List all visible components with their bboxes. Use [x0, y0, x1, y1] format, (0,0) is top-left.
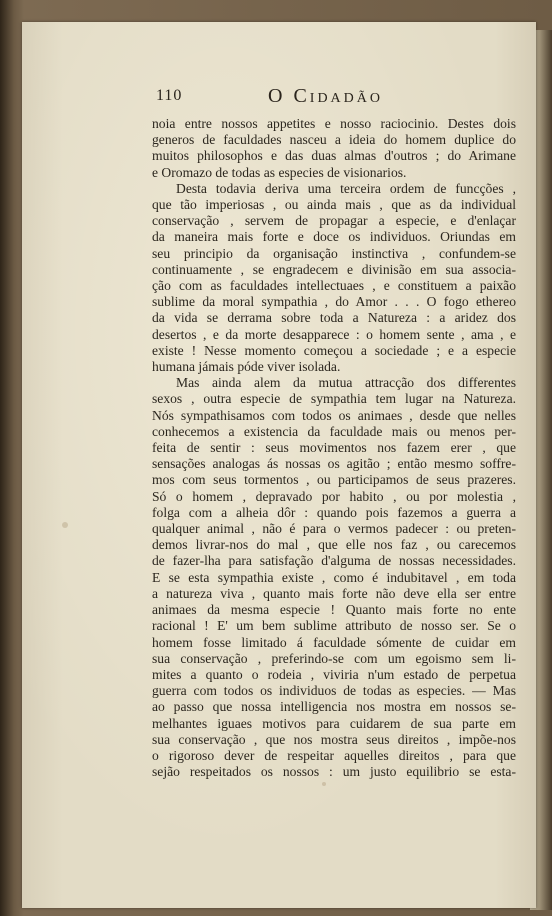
text-line: guerra com todos os individuos de todas as especies. — Mas: [152, 683, 516, 699]
text-line: da vida se derrama sobre toda a Natureza : a aridez dos: [152, 310, 516, 326]
text-line: sensações analogas ás nossas os agitão ; então mesmo soffre-: [152, 456, 516, 472]
text-line: Mas ainda alem da mutua attracção dos differentes: [176, 375, 516, 391]
paper-stain: [322, 782, 326, 786]
text-line: generos de faculdades nasceu a ideia do homem duplice do: [152, 132, 516, 148]
text-line: muitos philosophos e das duas almas d'outros ; do Arimane: [152, 148, 516, 164]
text-line: demos livrar-nos do mal , que elle nos faz , ou carecemos: [152, 537, 516, 553]
page-number: 110: [156, 87, 183, 104]
text-line: qualquer animal , não é para o vermos padecer : ou preten-: [152, 521, 516, 537]
text-line: sejão respeitados os nossos : um justo equilibrio se esta-: [152, 764, 516, 780]
text-line: melhantes iguaes motivos para cuidarem de sua parte em: [152, 715, 516, 731]
text-line: racional ! E' um bem sublime attributo de nosso ser. Se o: [152, 618, 516, 634]
text-line: existe ! Nesse momento começou a sociedade ; e a especie: [152, 342, 516, 358]
text-line: que tão imperiosas , ou ainda mais , que as da individual: [152, 197, 516, 213]
text-line: da maneira mais forte e doce os individuos. Oriundas em: [152, 229, 516, 245]
text-line: Nós sympathisamos com todos os animaes , desde que nelles: [152, 407, 516, 423]
running-head: O Cidadão: [268, 85, 383, 107]
text-line: seu principio da organisação instinctiva , confundem-se: [152, 245, 516, 261]
text-line: sua conservação , que nos mostra seus direitos , impõe-nos: [152, 731, 516, 747]
text-line: desertos , e da morte desapparece : o homem sente , ama , e: [152, 326, 516, 342]
text-line: conhecemos a existencia da faculdade mais ou menos per-: [152, 423, 516, 439]
text-line: folga com a alheia dôr : quando pois fazemos a guerra a: [152, 504, 516, 520]
text-line: continuamente , se engradecem e divinisão em sua associa-: [152, 261, 516, 277]
text-line: conservação , servem de propagar a especie, e d'enlaçar: [152, 213, 516, 229]
text-line: animaes da mesma especie ! Quanto mais forte no ente: [152, 602, 516, 618]
text-line: homem fosse limitado á faculdade sómente de cuidar em: [152, 634, 516, 650]
paper-stain: [62, 522, 68, 528]
text-line: ção com as faculdades intellectuaes , e constituem a paixão: [152, 278, 516, 294]
text-line: humana jámais póde viver isolada.: [152, 359, 341, 375]
text-line: de fazer-lha para satisfação d'alguma de nossas necessidades.: [152, 553, 516, 569]
text-line: o rigoroso dever de respeitar aquelles direitos , para que: [152, 747, 516, 763]
text-line: a natureza viva , quanto mais forte não deve ella ser entre: [152, 585, 516, 601]
page-header: [156, 85, 516, 109]
text-line: mos com seus tormentos , ou participamos de seus prazeres.: [152, 472, 516, 488]
text-line: Desta todavia deriva uma terceira ordem de funcções ,: [176, 180, 516, 196]
paragraph: [152, 181, 516, 375]
body-text: [152, 116, 516, 780]
text-line: sublime da moral sympathia , do Amor . . . O fogo ethereo: [152, 294, 516, 310]
text-line: Só o homem , depravado por habito , ou por molestia ,: [152, 488, 516, 504]
text-line: ao passo que nossa intelligencia nos mostra em nossos se-: [152, 699, 516, 715]
text-line: noia entre nossos appetites e nosso raciocinio. Destes dois: [152, 116, 516, 131]
paragraph: [152, 116, 516, 181]
text-line: sexos , outra especie de sympathia tem lugar na Natureza.: [152, 391, 516, 407]
text-line: sua conservação , preferindo-se com um egoismo sem li-: [152, 650, 516, 666]
text-line: e Oromazo de todas as especies de visionarios.: [152, 164, 407, 180]
text-line: E se esta sympathia existe , como é indubitavel , em toda: [152, 569, 516, 585]
text-line: mites a quanto o rodeia , viviria n'um estado de perpetua: [152, 666, 516, 682]
paragraph: [152, 375, 516, 780]
text-line: feita de sentir : seus movimentos nos fazem erer , que: [152, 440, 516, 456]
